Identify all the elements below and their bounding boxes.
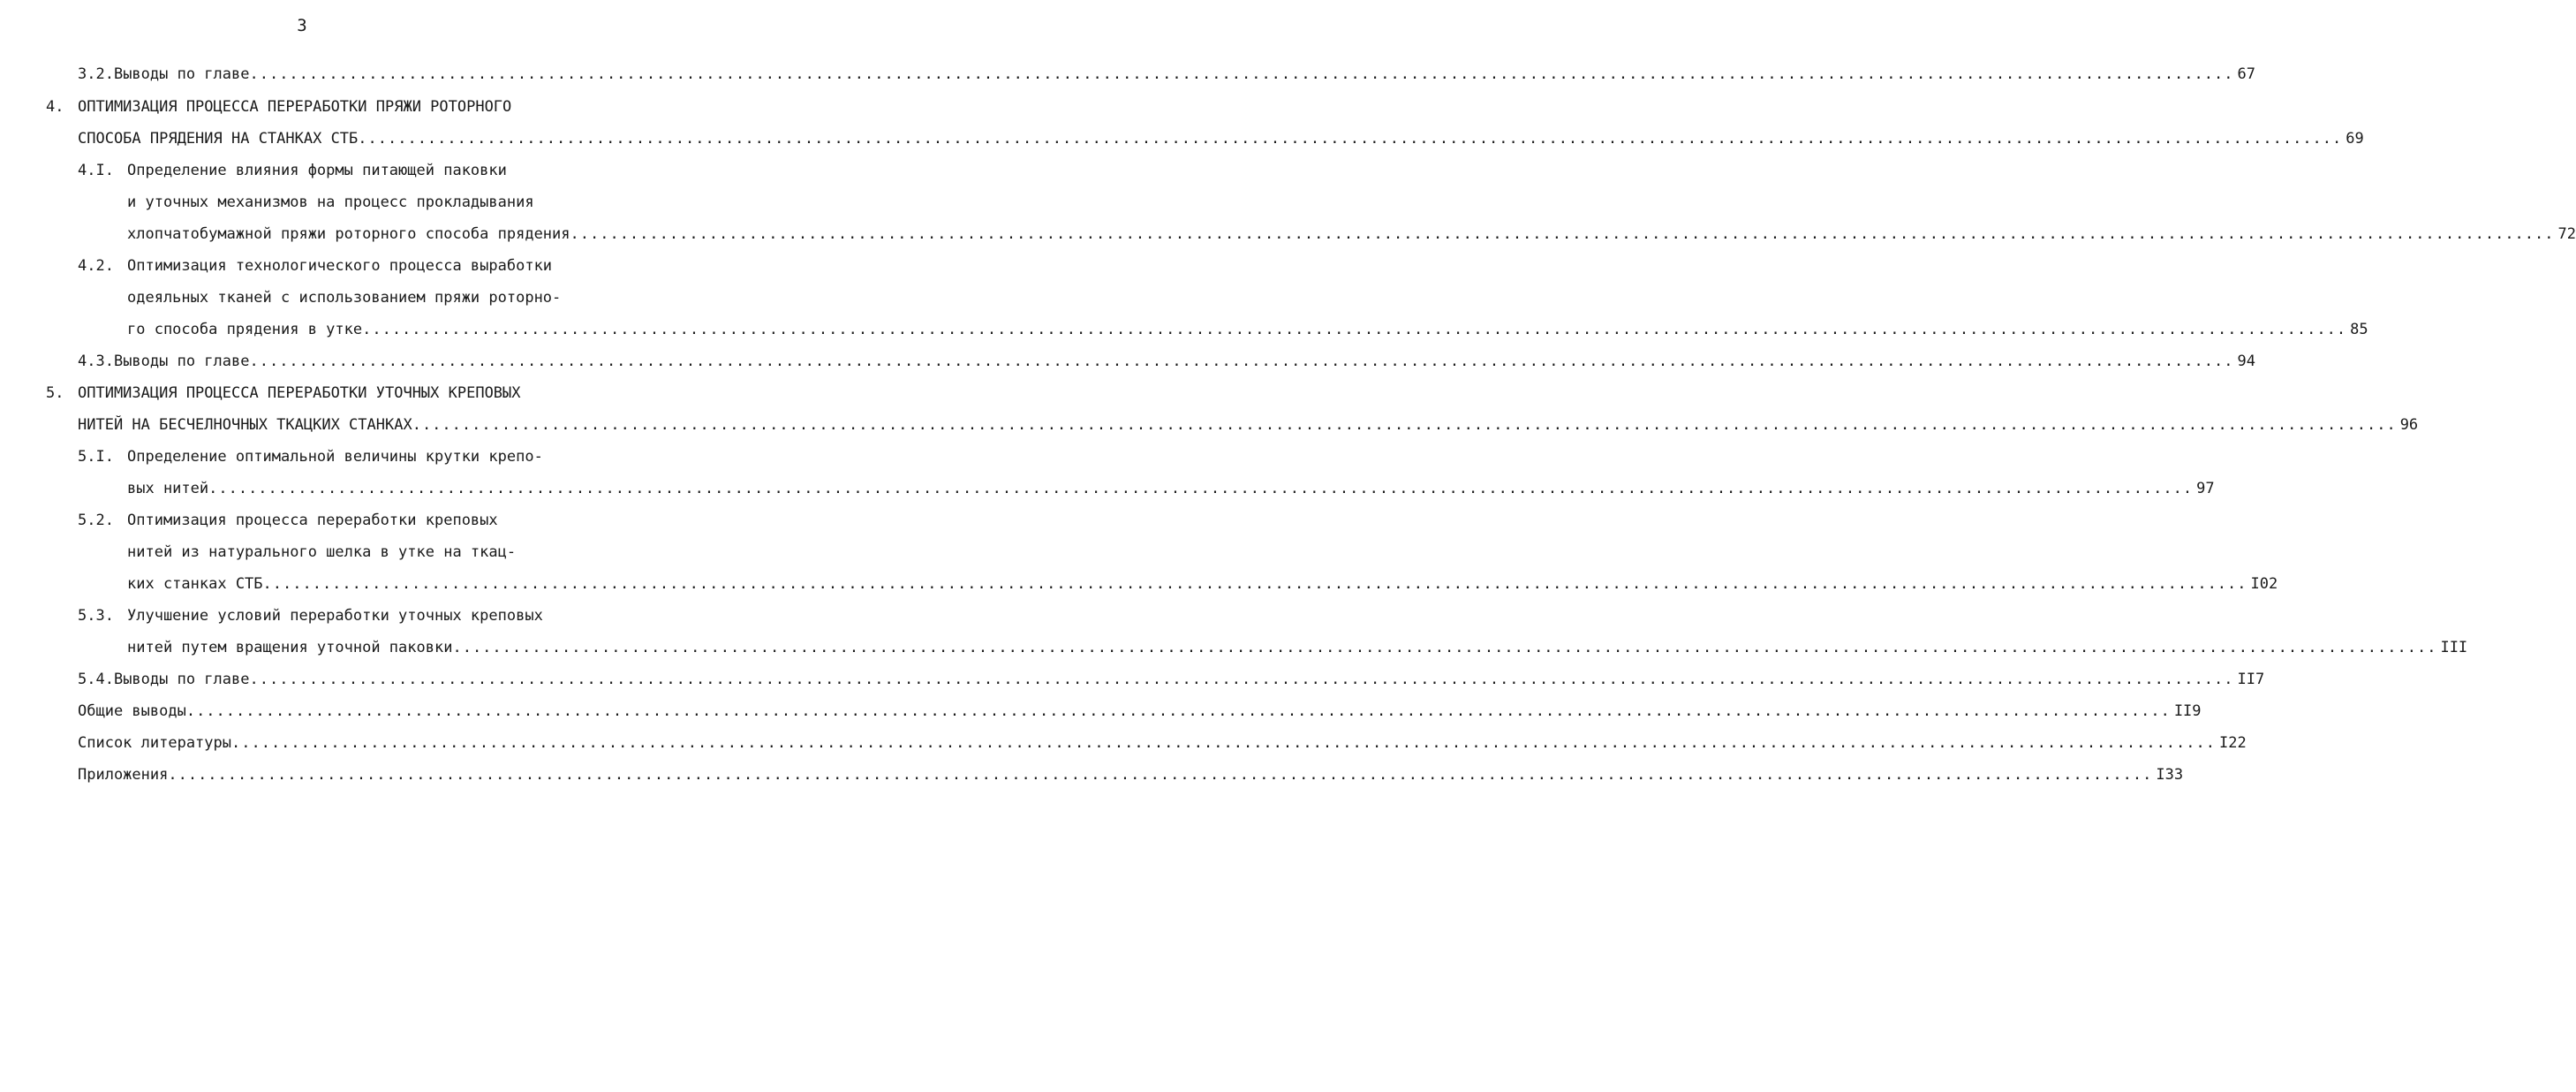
toc-entry-title: Список литературы <box>78 734 231 752</box>
toc-entry-page: I33 <box>2156 766 2184 784</box>
toc-entry-title: Оптимизация процесса переработки креповых <box>127 512 498 529</box>
toc-entry-5-3 <box>78 603 646 628</box>
toc-entry-number: 5.2. <box>78 512 114 529</box>
toc-entry-title-continuation: нитей путем вращения уточной паковки <box>127 639 453 656</box>
toc-entry-title: ОПТИМИЗАЦИЯ ПРОЦЕССА ПЕРЕРАБОТКИ УТОЧНЫХ КРЕПОВЫХ <box>78 384 521 402</box>
toc-entry-page: 69 <box>2346 130 2364 148</box>
dot-leader: ........................................................................................................................................................................................................ <box>249 353 2234 370</box>
toc-entry-title: Выводы по главе <box>113 65 250 83</box>
toc-entry-page: 94 <box>2237 353 2255 370</box>
toc-chapter-4 <box>46 95 646 119</box>
toc-entry-number: 5.3. <box>78 607 114 625</box>
toc-entry-title-continuation: ких станках СТБ <box>127 575 263 593</box>
toc-entry-title-continuation: го способа прядения в утке <box>127 321 363 338</box>
toc-entry-title: Выводы по главе <box>113 353 250 370</box>
toc-entry-title-continuation: вых нитей <box>127 480 209 497</box>
toc-entry-number: 4.2. <box>78 257 114 275</box>
toc-entry-5-2 <box>78 508 646 533</box>
toc-entry-title-continuation: одеяльных тканей с использованием пряжи роторно- <box>127 289 562 307</box>
toc-entry-5-1 <box>78 444 646 469</box>
toc-entry-title: Определение оптимальной величины крутки крепо- <box>127 448 543 466</box>
dot-leader: ........................................................................................................................................................................................................ <box>262 575 2247 593</box>
toc-entry-title-continuation: СПОСОБА ПРЯДЕНИЯ НА СТАНКАХ СТБ <box>78 130 359 148</box>
toc-entry-title-continuation: и уточных механизмов на процесс прокладывания <box>127 193 534 211</box>
page-number: 3 <box>297 16 307 35</box>
dot-leader: ........................................................................................................................................................................................................ <box>249 65 2234 83</box>
toc-chapter-5 <box>46 381 646 406</box>
dot-leader: ........................................................................................................................................................................................................ <box>249 671 2234 688</box>
toc-entry-5-2-continuation-1 <box>127 540 646 565</box>
toc-entry-page: 72 <box>2557 225 2576 243</box>
toc-entry-number: 4.3. <box>78 353 114 370</box>
toc-entry-appendices <box>78 762 2184 787</box>
dot-leader: ........................................................................................................................................................................................................ <box>452 639 2437 656</box>
toc-entry-title: Общие выводы <box>78 702 186 720</box>
toc-entry-title: Улучшение условий переработки уточных креповых <box>127 607 543 625</box>
dot-leader: ........................................................................................................................................................................................................ <box>185 702 2171 720</box>
toc-entry-number: 3.2. <box>78 65 114 83</box>
toc-entry-5-2-continuation-2 <box>127 572 2278 596</box>
toc-entry-title: Определение влияния формы питающей паковки <box>127 162 507 179</box>
toc-entry-page: I02 <box>2250 575 2278 593</box>
toc-entry-5-1-continuation <box>127 476 2215 501</box>
dot-leader: ........................................................................................................................................................................................................ <box>362 321 2347 338</box>
toc-entry-4-2-continuation-1 <box>127 285 646 310</box>
toc-entry-page: 67 <box>2237 65 2255 83</box>
toc-entry-general-conclusions <box>78 699 2202 724</box>
toc-entry-4-1-continuation-2 <box>127 222 2576 246</box>
toc-entry-number: 4. <box>46 98 64 116</box>
toc-entry-number: 5. <box>46 384 64 402</box>
dot-leader: ........................................................................................................................................................................................................ <box>570 225 2555 243</box>
toc-entry-4-3 <box>78 349 2255 374</box>
toc-entry-page: II9 <box>2173 702 2202 720</box>
toc-entry-4-1 <box>78 158 646 183</box>
toc-entry-references <box>78 731 2247 755</box>
toc-entry-title-continuation: НИТЕЙ НА БЕСЧЕЛНОЧНЫХ ТКАЦКИХ СТАНКАХ <box>78 416 412 434</box>
toc-entry-5-4 <box>78 667 2265 692</box>
toc-entry-3-2 <box>78 62 2255 87</box>
dot-leader: ........................................................................................................................................................................................................ <box>168 766 2153 784</box>
toc-entry-page: 96 <box>2399 416 2419 434</box>
dot-leader: ........................................................................................................................................................................................................ <box>358 130 2343 148</box>
toc-entry-4-1-continuation-1 <box>127 190 646 215</box>
toc-entry-number: 5.I. <box>78 448 114 466</box>
toc-entry-title: Выводы по главе <box>113 671 250 688</box>
toc-entry-title-continuation: хлопчатобумажной пряжи роторного способа прядения <box>127 225 570 243</box>
toc-entry-title: ОПТИМИЗАЦИЯ ПРОЦЕССА ПЕРЕРАБОТКИ ПРЯЖИ РОТОРНОГО <box>78 98 512 116</box>
toc-entry-page: 97 <box>2196 480 2215 497</box>
toc-entry-title: Приложения <box>78 766 169 784</box>
toc-entry-title-continuation: нитей из натурального шелка в утке на ткац- <box>127 543 517 561</box>
toc-entry-4-2-continuation-2 <box>127 317 2368 342</box>
toc-chapter-5-continuation <box>78 413 2419 437</box>
toc-chapter-4-continuation <box>78 126 2364 151</box>
toc-entry-page: II7 <box>2237 671 2265 688</box>
toc-entry-page: I22 <box>2218 734 2247 752</box>
toc-entry-page: III <box>2440 639 2468 656</box>
toc-entry-number: 4.I. <box>78 162 114 179</box>
toc-entry-page: 85 <box>2350 321 2368 338</box>
toc-entry-title: Оптимизация технологического процесса выработки <box>127 257 553 275</box>
dot-leader: ........................................................................................................................................................................................................ <box>412 416 2397 434</box>
toc-entry-number: 5.4. <box>78 671 114 688</box>
toc-entry-5-3-continuation <box>127 635 2468 660</box>
dot-leader: ........................................................................................................................................................................................................ <box>208 480 2194 497</box>
dot-leader: ........................................................................................................................................................................................................ <box>231 734 2216 752</box>
toc-entry-4-2 <box>78 254 646 278</box>
